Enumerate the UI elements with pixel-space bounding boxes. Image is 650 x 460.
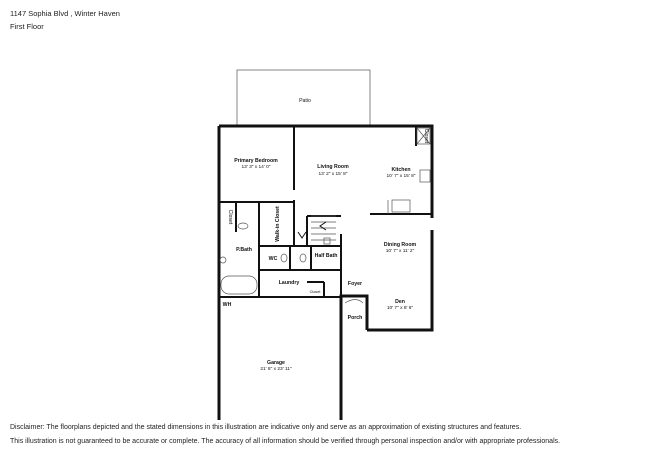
bathtub — [221, 276, 257, 294]
primary-bedroom-dims: 13' 3" x 14' 0" — [241, 165, 271, 170]
primary-bedroom-label: Primary Bedroom — [234, 158, 278, 164]
address-title: 1147 Sophia Blvd , Winter Haven — [10, 9, 120, 18]
walk-in-closet-label: Walk-in Closet — [275, 206, 281, 242]
pbath-label: P.Bath — [236, 247, 252, 253]
porch-label: Porch — [347, 315, 363, 321]
disclaimer-line-1: Disclaimer: The floorplans depicted and the stated dimensions in this illustration are indicative only and serve as an approximation of existing structures and features. — [10, 424, 522, 431]
wc-toilet — [281, 254, 287, 262]
kitchen-label: Kitchen — [391, 167, 411, 173]
laundry-label: Laundry — [278, 280, 300, 286]
kitchen-dims: 10' 7" x 15' 8" — [386, 174, 416, 179]
dining-room-dims: 10' 7" x 11' 2" — [385, 249, 415, 254]
stair-marker — [324, 238, 330, 244]
floor-label: First Floor — [10, 22, 44, 31]
laundry-closet-label: Closet — [309, 290, 321, 294]
kitchen-sink — [420, 170, 430, 182]
wc-label: WC — [268, 256, 278, 262]
living-room-dims: 13' 2" x 15' 8" — [318, 172, 348, 177]
halfbath-toilet — [300, 254, 306, 262]
garage-dims: 21' 8" x 23' 11" — [260, 367, 292, 372]
den-dims: 10' 7" x 8' 6" — [386, 306, 414, 311]
pbath-sink-2 — [220, 257, 226, 263]
patio-label: Patio — [299, 98, 311, 104]
stair-arrow-left — [320, 222, 326, 230]
wh-label: WH — [222, 302, 232, 308]
half-bath-label: Half Bath — [314, 253, 338, 259]
den-label: Den — [395, 299, 405, 305]
stair-arrow-down — [298, 232, 306, 238]
living-room-label: Living Room — [317, 164, 349, 170]
foyer-label: Foyer — [347, 281, 363, 287]
door-swing — [345, 300, 363, 304]
bath-closet-label: Closet — [227, 209, 233, 225]
disclaimer-line-2: This illustration is not guaranteed to be accurate or complete. The accuracy of all information should be verified through personal inspection and/or with appropriate professionals. — [10, 438, 561, 445]
garage-label: Garage — [267, 360, 285, 366]
dining-room-label: Dining Room — [383, 242, 417, 248]
interior-walls — [219, 126, 432, 297]
kitchen-closet-label: Closet — [423, 128, 429, 144]
pbath-sink — [238, 223, 248, 229]
stove — [392, 200, 410, 212]
